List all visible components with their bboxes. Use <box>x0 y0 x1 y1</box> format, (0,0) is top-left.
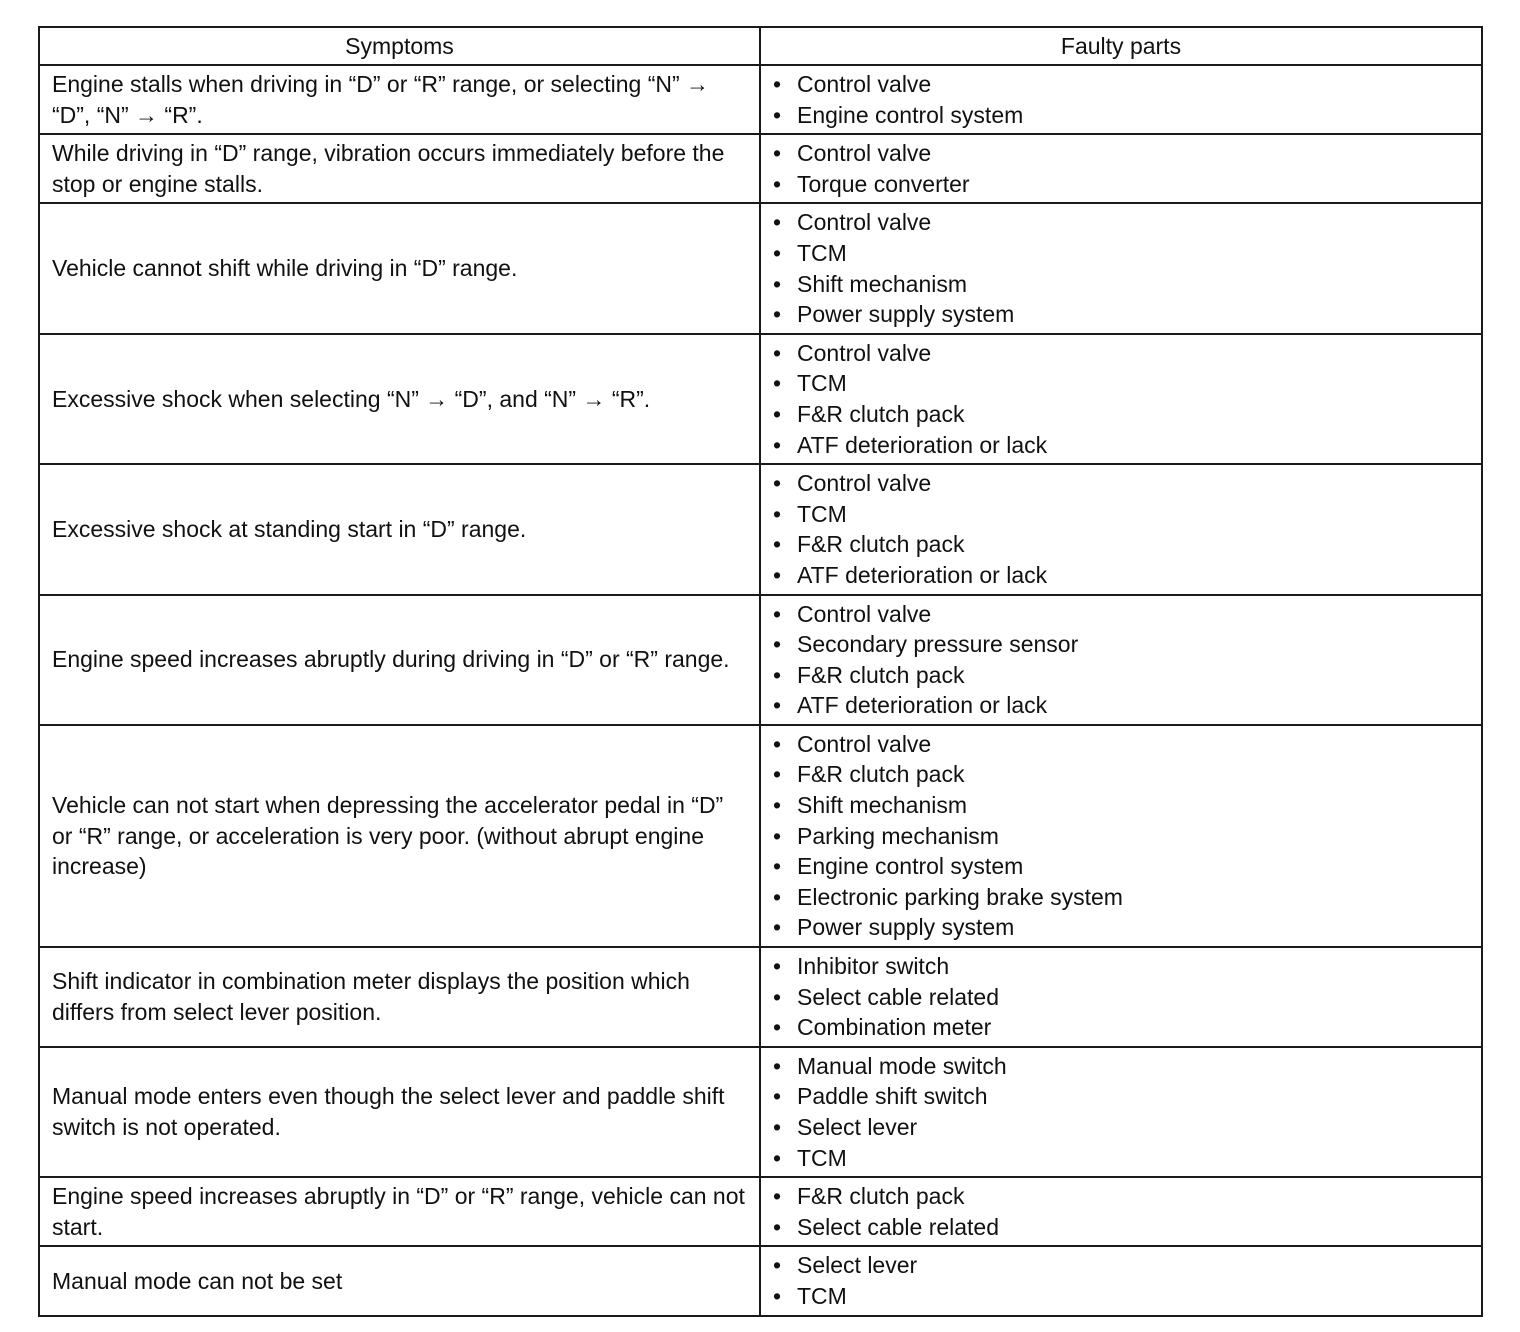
list-item <box>771 759 1469 790</box>
faulty-part-label: F&R clutch pack <box>797 761 965 788</box>
symptom-cell: Shift indicator in combination meter displays the position which differs from select lever position. <box>39 947 760 1047</box>
faulty-parts-cell <box>760 203 1482 333</box>
faulty-parts-cell <box>760 134 1482 203</box>
faulty-parts-cell <box>760 595 1482 725</box>
bullet-icon: • <box>773 209 782 236</box>
list-item <box>771 560 1469 591</box>
list-item <box>771 882 1469 913</box>
faulty-part-label: F&R clutch pack <box>797 531 965 558</box>
faulty-part-label: Control valve <box>797 209 932 236</box>
list-item <box>771 1250 1469 1281</box>
symptom-cell: Engine speed increases abruptly in “D” or “R” range, vehicle can not start. <box>39 1177 760 1246</box>
bullet-icon: • <box>773 761 782 788</box>
faulty-part-label: TCM <box>797 239 847 266</box>
table-row <box>39 1177 1482 1246</box>
table-row <box>39 947 1482 1047</box>
faulty-part-label: Combination meter <box>797 1014 992 1041</box>
list-item <box>771 338 1469 369</box>
list-item <box>771 399 1469 430</box>
table-row <box>39 65 1482 134</box>
faulty-part-label: ATF deterioration or lack <box>797 561 1048 588</box>
bullet-icon: • <box>773 470 782 497</box>
list-item <box>771 69 1469 100</box>
list-item <box>771 690 1469 721</box>
bullet-icon: • <box>773 883 782 910</box>
list-item <box>771 100 1469 131</box>
list-item <box>771 599 1469 630</box>
bullet-icon: • <box>773 692 782 719</box>
list-item <box>771 821 1469 852</box>
list-item <box>771 951 1469 982</box>
bullet-icon: • <box>773 301 782 328</box>
faulty-parts-list <box>771 951 1469 1043</box>
bullet-icon: • <box>773 561 782 588</box>
bullet-icon: • <box>773 661 782 688</box>
bullet-icon: • <box>773 1114 782 1140</box>
faulty-part-label: F&R clutch pack <box>797 1183 965 1210</box>
faulty-parts-cell <box>760 334 1482 464</box>
list-item <box>771 982 1469 1013</box>
bullet-icon: • <box>773 631 782 658</box>
faulty-parts-cell <box>760 725 1482 947</box>
table-row <box>39 1246 1482 1315</box>
bullet-icon: • <box>773 270 782 297</box>
list-item <box>771 430 1469 461</box>
list-item <box>771 1143 1469 1174</box>
faulty-part-label: Select cable related <box>797 1213 1000 1240</box>
symptom-cell: Manual mode can not be set <box>39 1246 760 1315</box>
faulty-part-label: Select lever <box>797 1114 918 1140</box>
bullet-icon: • <box>773 431 782 458</box>
table-row <box>39 725 1482 947</box>
list-item <box>771 238 1469 269</box>
faulty-parts-list <box>771 69 1469 130</box>
faulty-part-label: Secondary pressure sensor <box>797 631 1079 658</box>
faulty-part-label: TCM <box>797 1144 847 1171</box>
faulty-part-label: Control valve <box>797 71 932 97</box>
faulty-part-label: F&R clutch pack <box>797 661 965 688</box>
list-item <box>771 851 1469 882</box>
column-header-faulty-parts: Faulty parts <box>760 27 1482 65</box>
faulty-part-label: Parking mechanism <box>797 822 999 849</box>
list-item <box>771 729 1469 760</box>
faulty-part-label: Inhibitor switch <box>797 953 950 980</box>
faulty-parts-cell <box>760 1246 1482 1315</box>
symptom-cell: Excessive shock at standing start in “D” range. <box>39 464 760 594</box>
list-item <box>771 629 1469 660</box>
faulty-part-label: Power supply system <box>797 301 1015 328</box>
list-item <box>771 1012 1469 1043</box>
bullet-icon: • <box>773 822 782 849</box>
faulty-part-label: Select cable related <box>797 983 1000 1010</box>
bullet-icon: • <box>773 953 782 980</box>
faulty-parts-list <box>771 1250 1469 1311</box>
bullet-icon: • <box>773 1282 782 1309</box>
list-item <box>771 269 1469 300</box>
bullet-icon: • <box>773 71 782 97</box>
list-item <box>771 207 1469 238</box>
symptom-cell: While driving in “D” range, vibration occurs immediately before the stop or engine stalls. <box>39 134 760 203</box>
table-row <box>39 334 1482 464</box>
faulty-part-label: Control valve <box>797 470 932 497</box>
faulty-part-label: Paddle shift switch <box>797 1083 988 1110</box>
table-row <box>39 464 1482 594</box>
list-item <box>771 790 1469 821</box>
table-row <box>39 203 1482 333</box>
bullet-icon: • <box>773 1083 782 1110</box>
table-header <box>39 27 1482 65</box>
faulty-parts-list <box>771 1051 1469 1173</box>
faulty-parts-list <box>771 138 1469 199</box>
bullet-icon: • <box>773 239 782 266</box>
bullet-icon: • <box>773 600 782 627</box>
faulty-part-label: Electronic parking brake system <box>797 883 1123 910</box>
bullet-icon: • <box>773 1052 782 1079</box>
faulty-parts-cell <box>760 1177 1482 1246</box>
symptom-cell: Manual mode enters even though the select lever and paddle shift switch is not operated. <box>39 1047 760 1177</box>
faulty-part-label: Manual mode switch <box>797 1052 1007 1079</box>
list-item <box>771 169 1469 200</box>
faulty-parts-list <box>771 468 1469 590</box>
faulty-part-label: Engine control system <box>797 101 1024 128</box>
list-item <box>771 468 1469 499</box>
faulty-parts-list <box>771 599 1469 721</box>
faulty-parts-cell <box>760 1047 1482 1177</box>
list-item <box>771 1051 1469 1082</box>
bullet-icon: • <box>773 730 782 757</box>
list-item <box>771 499 1469 530</box>
faulty-part-label: Control valve <box>797 140 932 167</box>
faulty-parts-list <box>771 207 1469 329</box>
symptom-cell: Excessive shock when selecting “N” → “D”, and “N” → “R”. <box>39 334 760 464</box>
faulty-parts-cell <box>760 464 1482 594</box>
faulty-part-label: ATF deterioration or lack <box>797 431 1048 458</box>
bullet-icon: • <box>773 500 782 527</box>
faulty-part-label: TCM <box>797 370 847 397</box>
faulty-part-label: F&R clutch pack <box>797 400 965 427</box>
faulty-parts-cell <box>760 947 1482 1047</box>
symptom-cell: Engine speed increases abruptly during driving in “D” or “R” range. <box>39 595 760 725</box>
list-item <box>771 660 1469 691</box>
bullet-icon: • <box>773 170 782 197</box>
faulty-part-label: TCM <box>797 500 847 527</box>
bullet-icon: • <box>773 983 782 1010</box>
bullet-icon: • <box>773 339 782 366</box>
table-body <box>39 65 1482 1316</box>
list-item <box>771 138 1469 169</box>
symptom-cell: Vehicle can not start when depressing the accelerator pedal in “D” or “R” range, or acceleration is very poor. (without abrupt engine increase) <box>39 725 760 947</box>
faulty-part-label: Shift mechanism <box>797 792 968 819</box>
table-row <box>39 595 1482 725</box>
bullet-icon: • <box>773 370 782 397</box>
faulty-parts-list <box>771 1181 1469 1242</box>
faulty-part-label: Select lever <box>797 1252 918 1279</box>
table-row <box>39 134 1482 203</box>
bullet-icon: • <box>773 1213 782 1240</box>
faulty-part-label: Power supply system <box>797 914 1015 941</box>
list-item <box>771 299 1469 330</box>
list-item <box>771 1112 1469 1143</box>
symptom-cell: Vehicle cannot shift while driving in “D” range. <box>39 203 760 333</box>
bullet-icon: • <box>773 1014 782 1041</box>
bullet-icon: • <box>773 792 782 819</box>
list-item <box>771 912 1469 943</box>
bullet-icon: • <box>773 914 782 941</box>
faulty-part-label: ATF deterioration or lack <box>797 692 1048 719</box>
list-item <box>771 368 1469 399</box>
bullet-icon: • <box>773 1252 782 1279</box>
faulty-part-label: Shift mechanism <box>797 270 968 297</box>
faulty-part-label: Engine control system <box>797 853 1024 880</box>
faulty-part-label: TCM <box>797 1282 847 1309</box>
bullet-icon: • <box>773 1144 782 1171</box>
list-item <box>771 1181 1469 1212</box>
faulty-parts-cell <box>760 65 1482 134</box>
faulty-part-label: Control valve <box>797 339 932 366</box>
bullet-icon: • <box>773 853 782 880</box>
list-item <box>771 1081 1469 1112</box>
list-item <box>771 529 1469 560</box>
faulty-parts-list <box>771 729 1469 943</box>
symptom-cell: Engine stalls when driving in “D” or “R” range, or selecting “N” → “D”, “N” → “R”. <box>39 65 760 134</box>
column-header-symptoms: Symptoms <box>39 27 760 65</box>
faulty-parts-list <box>771 338 1469 460</box>
bullet-icon: • <box>773 140 782 167</box>
bullet-icon: • <box>773 101 782 128</box>
faulty-part-label: Torque converter <box>797 170 970 197</box>
bullet-icon: • <box>773 531 782 558</box>
header-row <box>39 27 1482 65</box>
table-row <box>39 1047 1482 1177</box>
list-item <box>771 1212 1469 1243</box>
symptoms-faulty-parts-table <box>38 26 1483 1317</box>
faulty-part-label: Control valve <box>797 730 932 757</box>
bullet-icon: • <box>773 1183 782 1210</box>
bullet-icon: • <box>773 400 782 427</box>
faulty-part-label: Control valve <box>797 600 932 627</box>
list-item <box>771 1281 1469 1312</box>
